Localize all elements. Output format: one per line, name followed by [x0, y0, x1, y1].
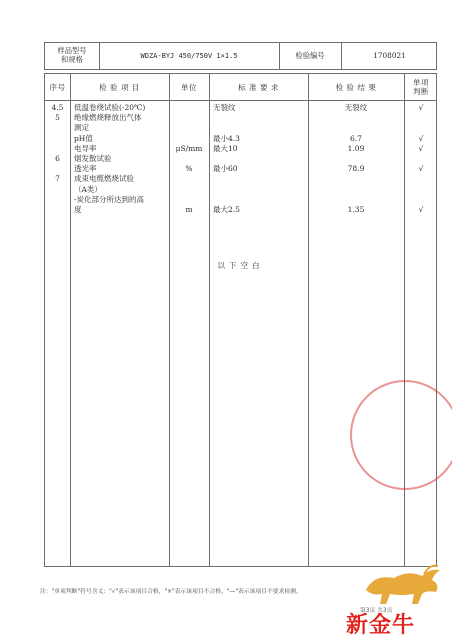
footnote: 注："单项判断"符号含义："√"表示该项目合格，"×"表示该项目不合格，"—"表示该项目不要求检测。: [40, 589, 302, 595]
cell-item: 成束电缆燃烧试验: [74, 174, 134, 184]
cell-standard: 最小60: [213, 164, 238, 174]
cell-judge: √: [418, 164, 424, 174]
cell-result: 无裂纹: [344, 103, 368, 112]
cell-result: 1.09: [347, 143, 365, 153]
model-value: WDZA-BYJ 450/750V 1×1.5: [140, 51, 238, 60]
cell-item: 低温卷绕试验(-20℃): [74, 103, 146, 112]
cell-item: 透光率: [74, 164, 97, 174]
report-number-value: 1708021: [373, 50, 406, 60]
model-label: 样品型号 和规格: [57, 46, 87, 64]
cell-unit: μS/mm: [175, 143, 203, 153]
cell-item: 烟发散试验: [74, 154, 112, 163]
cell-standard: 无裂纹: [213, 103, 236, 112]
cell-standard: 最小4.3: [213, 133, 240, 143]
blank-below-marker: 以下空白: [217, 261, 264, 270]
cell-item: -炭化部分所达到的高: [74, 194, 145, 204]
cell-item: （A类）: [74, 184, 102, 194]
cell-seq: 7: [55, 174, 60, 184]
header-divider: [45, 100, 436, 101]
cell-judge: √: [418, 133, 424, 143]
cell-unit: %: [185, 164, 193, 174]
report-header-table: [44, 42, 437, 70]
report-number-label: 检验编号: [295, 50, 325, 60]
column-header-result: 检 验 结 果: [335, 82, 377, 92]
column-header-item: 检 验 项 目: [99, 82, 140, 92]
cell-judge: √: [418, 143, 424, 153]
column-header-unit: 单位: [181, 82, 197, 92]
cell-standard: 最大10: [213, 143, 238, 153]
cell-judge: √: [418, 205, 424, 214]
page-number: 第3页 共3页: [360, 608, 393, 614]
cell-item: 度: [74, 205, 82, 214]
cell-seq: 4.5: [51, 103, 64, 112]
cell-item: 绝缘燃烧释放出气体: [74, 113, 142, 123]
inspection-seal-stamp: [350, 380, 452, 490]
cell-item: pH值: [74, 133, 93, 143]
cell-item: 电导率: [74, 143, 97, 153]
cell-result: 6.7: [350, 133, 362, 143]
cell-seq: 5: [55, 113, 60, 123]
cell-standard: 最大2.5: [213, 205, 240, 214]
cell-seq: 6: [55, 154, 60, 163]
brand-logo-text: 新金牛: [346, 613, 416, 638]
cell-unit: m: [185, 205, 193, 214]
cell-result: 1.35: [347, 205, 365, 214]
column-header-seq: 序号: [49, 82, 66, 92]
results-table: [44, 73, 437, 567]
cell-judge: √: [418, 103, 424, 112]
column-header-judge: 单项 判断: [413, 78, 429, 96]
cell-result: 78.9: [347, 164, 365, 174]
bull-logo-icon: [360, 560, 448, 608]
column-header-standard: 标 准 要 求: [238, 82, 279, 92]
cell-item: 测定: [74, 123, 89, 133]
